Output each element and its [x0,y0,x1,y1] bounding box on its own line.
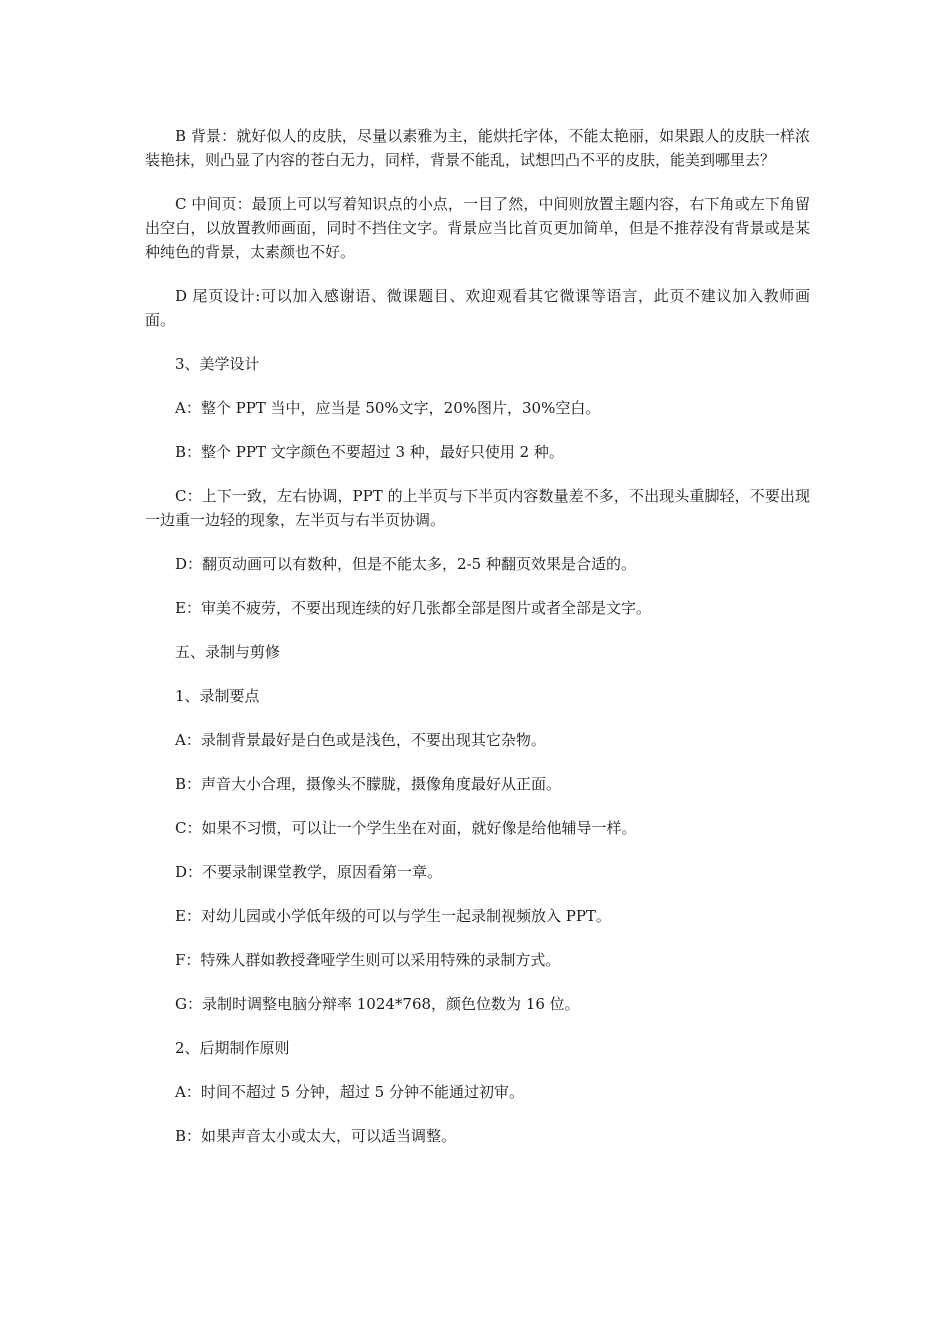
paragraph-recording-a: A：录制背景最好是白色或是浅色，不要出现其它杂物。 [175,731,546,749]
heading-aesthetic-design: 3、美学设计 [175,355,260,373]
paragraph-recording-c: C：如果不习惯，可以让一个学生坐在对面，就好像是给他辅导一样。 [175,819,637,837]
paragraph-middle-page: C 中间页：最顶上可以写着知识点的小点，一目了然，中间则放置主题内容，右下角或左下角留出空白，以放置教师画面，同时不挡住文字。背景应当比首页更加简单，但是不推荐没有背景或是某种纯色的背景，太素颜也不好。 [145,195,810,261]
paragraph-recording-b: B：声音大小合理，摄像头不朦胧，摄像角度最好从正面。 [175,775,562,793]
heading-recording-points: 1、录制要点 [175,687,260,705]
paragraph-aesthetic-b: B：整个 PPT 文字颜色不要超过 3 种，最好只使用 2 种。 [175,443,564,461]
heading-post-production: 2、后期制作原则 [175,1039,290,1057]
paragraph-recording-e: E：对幼儿园或小学低年级的可以与学生一起录制视频放入 PPT。 [175,907,611,925]
heading-recording-editing: 五、录制与剪修 [175,643,281,661]
paragraph-background: B 背景：就好似人的皮肤，尽量以素雅为主，能烘托字体，不能太艳丽，如果跟人的皮肤一样浓装艳抹，则凸显了内容的苍白无力，同样，背景不能乱，试想凹凸不平的皮肤，能美到哪里去？ [145,127,810,169]
paragraph-aesthetic-c: C：上下一致，左右协调，PPT 的上半页与下半页内容数量差不多，不出现头重脚轻，不要出现一边重一边轻的现象，左半页与右半页协调。 [145,487,810,529]
paragraph-post-a: A：时间不超过 5 分钟，超过 5 分钟不能通过初审。 [175,1083,524,1101]
document-body [145,124,810,1168]
paragraph-recording-d: D：不要录制课堂教学，原因看第一章。 [175,863,443,881]
paragraph-aesthetic-a: A：整个 PPT 当中，应当是 50%文字，20%图片，30%空白。 [175,399,601,417]
paragraph-recording-g: G：录制时调整电脑分辩率 1024*768，颜色位数为 16 位。 [175,995,580,1013]
paragraph-aesthetic-d: D：翻页动画可以有数种，但是不能太多，2-5 种翻页效果是合适的。 [175,555,636,573]
paragraph-aesthetic-e: E：审美不疲劳，不要出现连续的好几张都全部是图片或者全部是文字。 [175,599,651,617]
paragraph-recording-f: F：特殊人群如教授聋哑学生则可以采用特殊的录制方式。 [175,951,561,969]
paragraph-post-b: B：如果声音太小或太大，可以适当调整。 [175,1127,457,1145]
paragraph-end-page: D 尾页设计:可以加入感谢语、微课题目、欢迎观看其它微课等语言，此页不建议加入教师画面。 [145,287,810,329]
